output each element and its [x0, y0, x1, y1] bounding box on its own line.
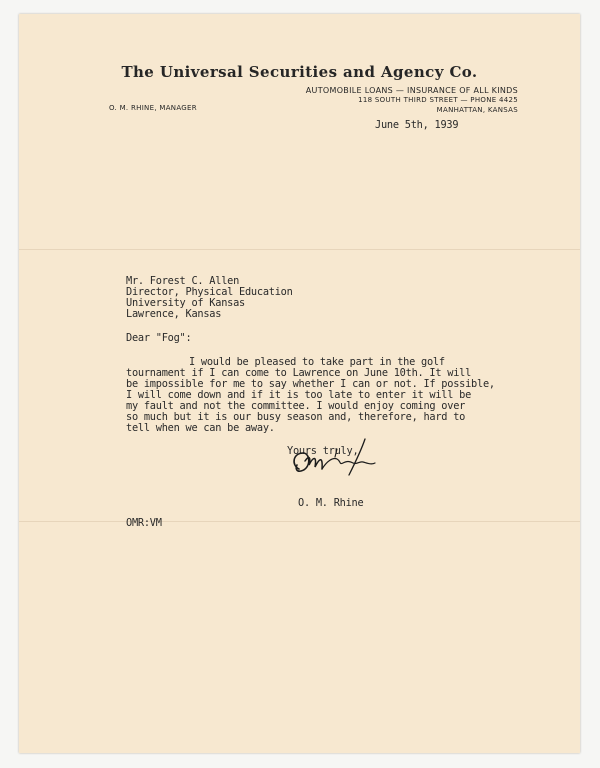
letterhead-manager: O. M. RHINE, MANAGER	[109, 104, 197, 112]
recipient-institution: University of Kansas	[126, 297, 245, 309]
letter-date: June 5th, 1939	[375, 119, 459, 131]
letter-page	[19, 14, 580, 753]
closing: Yours truly,	[287, 445, 359, 457]
letterhead-address: 118 SOUTH THIRD STREET — PHONE 4425	[358, 96, 518, 104]
body-line: tournament if I can come to Lawrence on June 10th. It will	[126, 367, 472, 379]
recipient-name: Mr. Forest C. Allen	[126, 275, 240, 287]
letterhead-city: MANHATTAN, KANSAS	[436, 106, 518, 114]
recipient-city: Lawrence, Kansas	[126, 308, 222, 320]
body-line: so much but it is our busy season and, therefore, hard to	[126, 411, 466, 423]
salutation: Dear "Fog":	[126, 332, 192, 344]
recipient-title: Director, Physical Education	[126, 286, 293, 298]
letterhead-company: The Universal Securities and Agency Co.	[121, 63, 478, 81]
typist-initials: OMR:VM	[126, 517, 162, 529]
body-line: my fault and not the committee. I would enjoy coming over	[126, 400, 466, 412]
fold-line	[19, 521, 580, 522]
signature-name: O. M. Rhine	[298, 497, 364, 509]
handwritten-signature	[289, 435, 379, 487]
body-line: I would be pleased to take part in the golf	[189, 356, 445, 368]
letterhead-services: AUTOMOBILE LOANS — INSURANCE OF ALL KINDS	[305, 86, 518, 95]
body-line: tell when we can be away.	[126, 422, 275, 434]
body-line: be impossible for me to say whether I can or not. If possible,	[126, 378, 495, 390]
fold-line	[19, 249, 580, 250]
body-line: I will come down and if it is too late to enter it will be	[126, 389, 472, 401]
